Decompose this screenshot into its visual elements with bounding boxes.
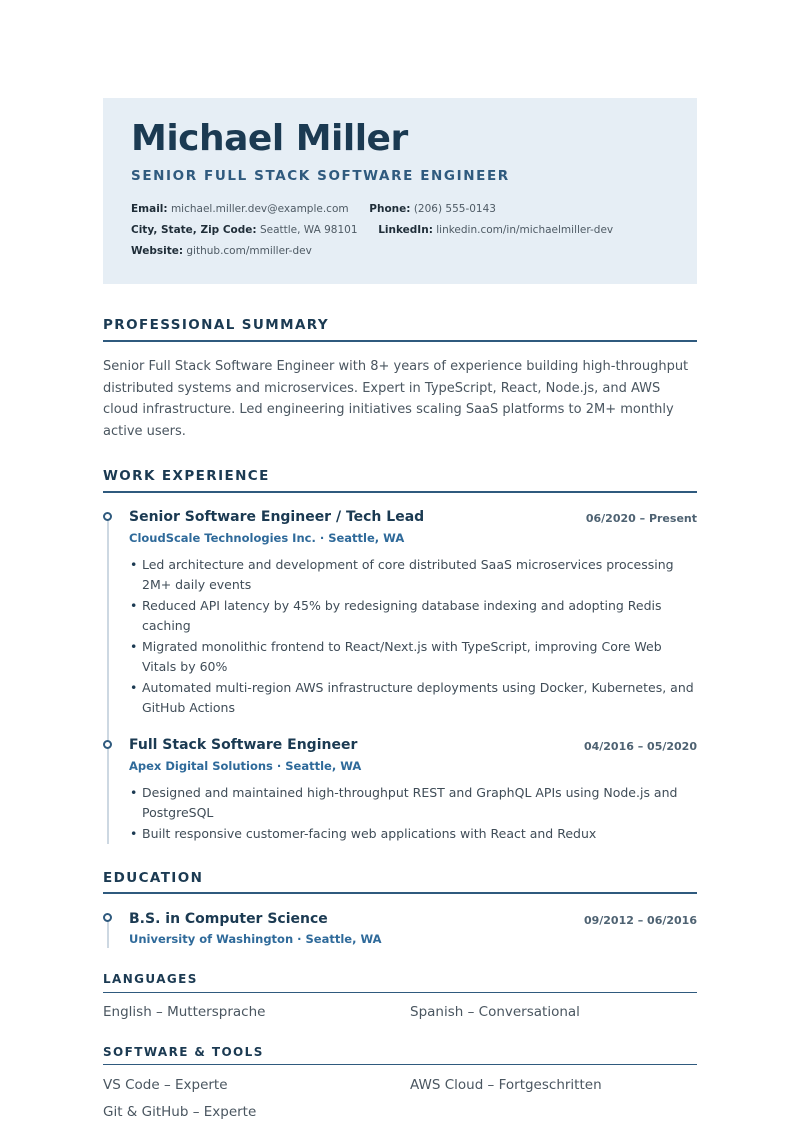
city-value: Seattle, WA 98101: [259, 224, 358, 236]
contact-line-1: [131, 203, 496, 215]
education-heading: EDUCATION: [103, 870, 204, 886]
experience-divider: [103, 491, 697, 493]
summary-heading: PROFESSIONAL SUMMARY: [103, 317, 330, 333]
website-label: Website:: [131, 245, 184, 257]
tools-heading: SOFTWARE & TOOLS: [103, 1045, 264, 1059]
job-bullet: • Built responsive customer-facing web applications with React and Redux: [129, 824, 697, 844]
contact-line-2: [131, 224, 613, 236]
email-label: Email:: [131, 203, 168, 215]
contact-line-3: [131, 245, 312, 257]
timeline-dot: [103, 512, 112, 521]
job-company: CloudScale Technologies Inc. · Seattle, WA: [129, 531, 405, 545]
timeline-dot: [103, 913, 112, 922]
summary-text: Senior Full Stack Software Engineer with 8+ years of experience building high-throughput distributed systems and microservices. Expert in TypeScript, React, Node.js, and AWS cloud infrastructure. Led engineering initiatives scaling SaaS platforms to 2M+ monthly active users.: [103, 359, 689, 439]
city-label: City, State, Zip Code:: [131, 224, 257, 236]
website-value[interactable]: github.com/mmiller-dev: [186, 245, 312, 257]
job-company: Apex Digital Solutions · Seattle, WA: [129, 759, 362, 773]
language-item: English – Muttersprache: [103, 1004, 266, 1020]
summary-divider: [103, 340, 697, 342]
tool-item: AWS Cloud – Fortgeschritten: [410, 1077, 602, 1093]
job-bullets: [129, 555, 697, 719]
job-date: 06/2020 – Present: [585, 512, 697, 525]
phone-value: (206) 555-0143: [413, 203, 496, 215]
languages-heading: LANGUAGES: [103, 972, 198, 986]
candidate-name: Michael Miller: [131, 118, 408, 159]
job-bullet: • Reduced API latency by 45% by redesigning database indexing and adopting Redis caching: [129, 596, 697, 635]
tools-divider: [103, 1064, 697, 1065]
linkedin-label: LinkedIn:: [378, 224, 433, 236]
job-title: Full Stack Software Engineer: [129, 737, 358, 753]
job-date: 04/2016 – 05/2020: [583, 740, 697, 753]
email-value[interactable]: michael.miller.dev@example.com: [170, 203, 349, 215]
phone-label: Phone:: [369, 203, 411, 215]
job-bullets: [129, 783, 697, 846]
job-bullet: • Designed and maintained high-throughput REST and GraphQL APIs using Node.js and PostgreSQL: [129, 783, 697, 822]
experience-heading: WORK EXPERIENCE: [103, 468, 270, 484]
languages-divider: [103, 992, 697, 993]
tool-item: VS Code – Experte: [103, 1077, 228, 1093]
timeline-dot: [103, 740, 112, 749]
job-headline: SENIOR FULL STACK SOFTWARE ENGINEER: [131, 168, 510, 184]
tool-item: Git & GitHub – Experte: [103, 1104, 257, 1120]
job-bullet: • Automated multi-region AWS infrastructure deployments using Docker, Kubernetes, and GitHub Actions: [129, 678, 697, 717]
job-title: Senior Software Engineer / Tech Lead: [129, 509, 425, 525]
linkedin-value[interactable]: linkedin.com/in/michaelmiller-dev: [436, 224, 614, 236]
education-date: 09/2012 – 06/2016: [583, 914, 697, 927]
school-name: University of Washington · Seattle, WA: [129, 932, 382, 946]
job-bullet: • Led architecture and development of core distributed SaaS microservices processing 2M+ daily events: [129, 555, 697, 594]
education-divider: [103, 892, 697, 894]
resume-header: [103, 98, 697, 284]
language-item: Spanish – Conversational: [410, 1004, 580, 1020]
degree-title: B.S. in Computer Science: [129, 911, 328, 927]
experience-timeline: [107, 516, 109, 844]
job-bullet: • Migrated monolithic frontend to React/Next.js with TypeScript, improving Core Web Vitals by 60%: [129, 637, 697, 676]
